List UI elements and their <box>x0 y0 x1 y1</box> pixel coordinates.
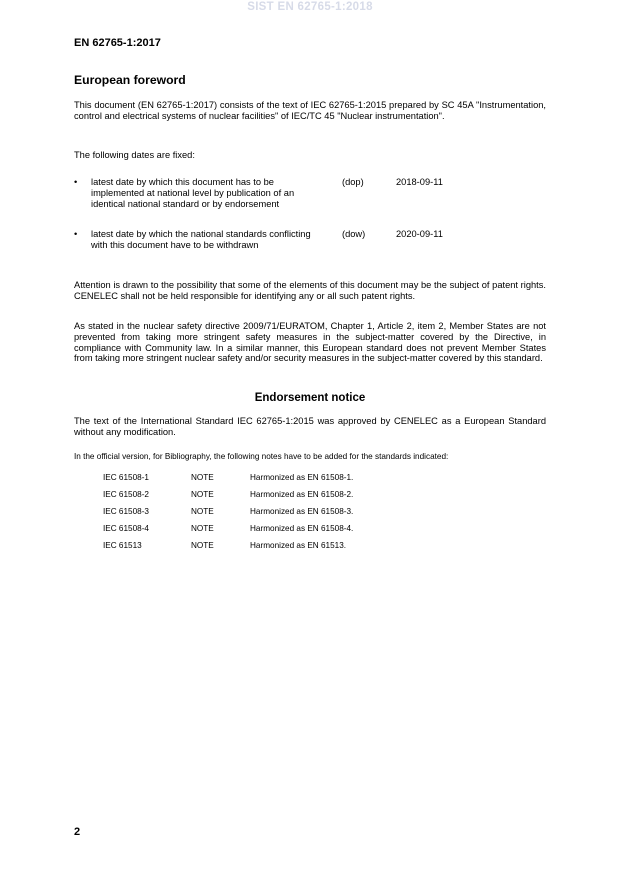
bibliography-intro: In the official version, for Bibliography, the following notes have to be added for the standards indicated: <box>74 452 449 461</box>
patent-notice: Attention is drawn to the possibility that some of the elements of this document may be the subject of patent rights. CENELEC shall not be held responsible for identifying any or all such patent rights. <box>74 280 546 301</box>
directive-paragraph: As stated in the nuclear safety directive 2009/71/EURATOM, Chapter 1, Article 2, item 2, Member States are not prevented from taking more stringent safety measures in the subject-matter covered by the Directive, in compliance with Community law. In a similar manner, this European standard does not prevent Member States from taking more stringent nuclear safety and/or security measures in the subject-matter covered by this standard. <box>74 321 546 364</box>
note-text: Harmonized as EN 61513. <box>250 541 347 550</box>
page-number: 2 <box>74 826 81 838</box>
date-item-date: 2018-09-11 <box>396 177 443 187</box>
note-standard: IEC 61513 <box>103 541 142 550</box>
bullet: • <box>74 229 78 239</box>
note-text: Harmonized as EN 61508-4. <box>250 524 354 533</box>
note-label: NOTE <box>191 541 214 550</box>
watermark: SIST EN 62765-1:2018 <box>247 1 373 13</box>
note-standard: IEC 61508-4 <box>103 524 149 533</box>
endorsement-text: The text of the International Standard IEC 62765-1:2015 was approved by CENELEC as a European Standard without any modification. <box>74 416 546 437</box>
foreword-intro: This document (EN 62765-1:2017) consists of the text of IEC 62765-1:2015 prepared by SC 45A "Instrumentation, control and electrical systems of nuclear facilities" of IEC/TC 45 "Nuclear instrumentation". <box>74 100 546 121</box>
note-text: Harmonized as EN 61508-3. <box>250 507 354 516</box>
document-id: EN 62765-1:2017 <box>74 37 161 49</box>
date-item-date: 2020-09-11 <box>396 229 443 239</box>
note-label: NOTE <box>191 490 214 499</box>
note-standard: IEC 61508-3 <box>103 507 149 516</box>
note-label: NOTE <box>191 524 214 533</box>
note-text: Harmonized as EN 61508-2. <box>250 490 354 499</box>
date-item-text: latest date by which the national standards conflicting with this document have to be withdrawn <box>91 229 311 250</box>
dates-intro: The following dates are fixed: <box>74 150 195 160</box>
endorsement-title: Endorsement notice <box>254 392 366 404</box>
bullet: • <box>74 177 78 187</box>
date-item-text: latest date by which this document has to be implemented at national level by publication of an identical national standard or by endorsement <box>91 177 295 209</box>
date-item-code: (dow) <box>342 229 366 239</box>
note-label: NOTE <box>191 473 214 482</box>
note-standard: IEC 61508-1 <box>103 473 149 482</box>
note-standard: IEC 61508-2 <box>103 490 149 499</box>
foreword-title: European foreword <box>74 73 186 87</box>
note-label: NOTE <box>191 507 214 516</box>
note-text: Harmonized as EN 61508-1. <box>250 473 354 482</box>
date-item-code: (dop) <box>342 177 364 187</box>
